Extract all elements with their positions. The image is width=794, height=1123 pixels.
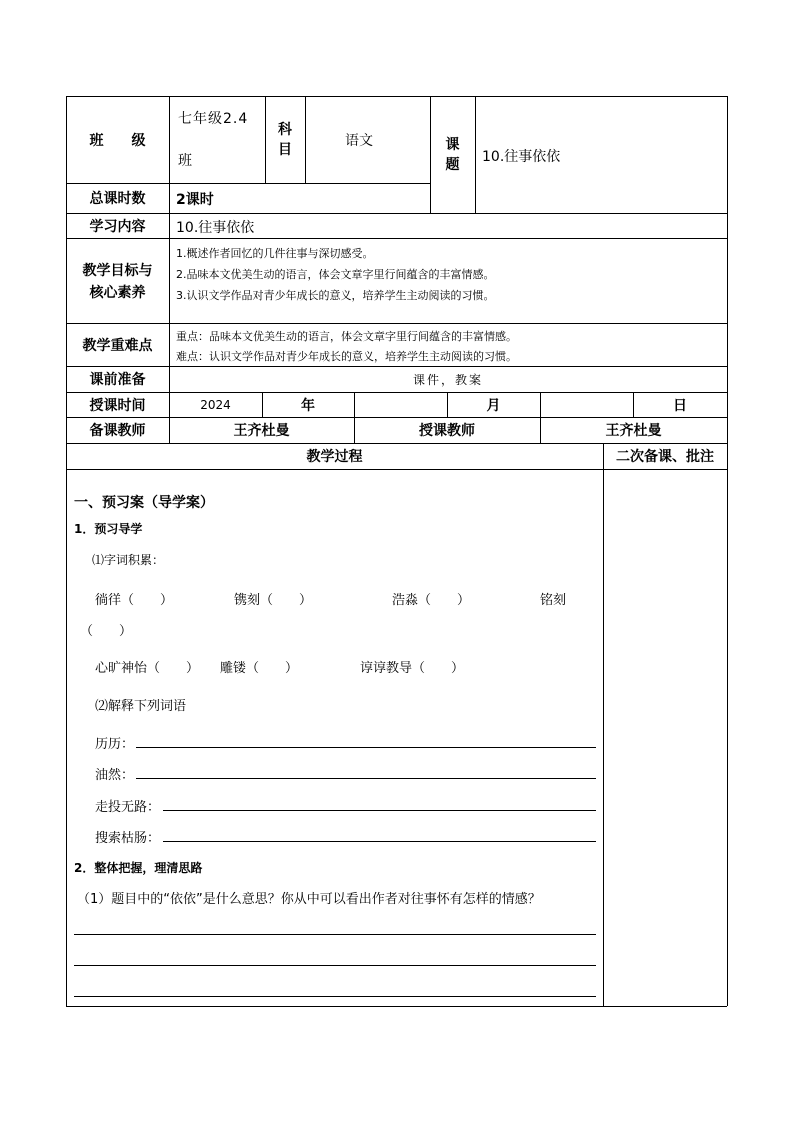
vocab-item: 镌刻（ ） [234,593,313,608]
goals-list [176,243,495,306]
question1: （1）题目中的“依依”是什么意思？你从中可以看出作者对往事怀有怎样的情感？ [77,892,541,907]
content-value: 10.往事依依 [176,220,255,236]
subject-label: 科目 [278,121,292,158]
teach-teacher-label: 授课教师 [419,423,475,439]
goal-item: 3.认识文学作品对青少年成长的意义，培养学生主动阅读的习惯。 [176,289,495,302]
answer-line [74,996,596,997]
prep-teacher-label: 备课教师 [89,423,146,439]
vocab-item: 雕镂（ ） [220,661,299,676]
explain-item: 历历： [95,737,135,752]
goals-label: 教学目标与 核心素养 [82,263,153,301]
total-hours-label: 总课时数 [89,191,146,207]
goal-item: 2.品味本文优美生动的语言，体会文章字里行间蕴含的丰富情感。 [176,268,495,281]
difficulty-points [176,327,517,367]
answer-line [74,934,596,935]
sub1-title: 1．预习导学 [74,522,143,536]
vocab-title: ⑴字词积累： [92,553,165,567]
vocab-item: 铭刻 [540,593,567,608]
subject-value: 语文 [345,133,373,149]
topic-label: 课题 [445,136,460,173]
teach-teacher-value: 王齐杜曼 [605,423,662,439]
total-hours-value: 2课时 [176,192,214,208]
time-year-unit: 年 [301,397,315,414]
time-month-unit: 月 [486,397,501,414]
sub2-title: 2．整体把握，理清思路 [74,861,203,875]
notes-label: 二次备课、批注 [616,449,714,465]
vocab-item: 徜徉（ ） [95,593,174,608]
vocab-item: 心旷神怡（ ） [95,661,200,676]
answer-line [163,810,596,811]
answer-line [74,965,596,966]
prep-teacher-value: 王齐杜曼 [233,423,290,439]
answer-line [136,778,596,779]
content-label: 学习内容 [89,218,146,235]
explain-item: 走投无路： [95,800,161,815]
time-day-unit: 日 [673,397,687,414]
prep-value: 课件，教案 [412,372,483,387]
process-label: 教学过程 [306,449,363,465]
key-point: 重点：品味本文优美生动的语言，体会文章字里行间蕴含的丰富情感。 [176,330,517,343]
explain-item: 油然： [95,768,135,783]
section1-title: 一、预习案（导学案） [74,495,214,511]
difficult-point: 难点：认识文学作品对青少年成长的意义，培养学生主动阅读的习惯。 [176,350,517,363]
vocab-item: 谆谆教导（ ） [360,661,465,676]
time-label: 授课时间 [89,397,146,414]
answer-line [163,841,596,842]
explain-item: 搜索枯肠： [95,831,161,846]
class-value-line2: 班 [178,153,192,169]
prep-label: 课前准备 [89,372,146,388]
difficulty-label: 教学重难点 [82,337,153,354]
answer-line [136,747,596,748]
time-year-value: 2024 [200,397,231,412]
class-value-line1: 七年级2.4 [178,111,249,127]
topic-value: 10.往事依依 [482,149,561,165]
goal-item: 1.概述作者回忆的几件往事与深切感受。 [176,247,374,260]
explain-title: ⑵解释下列词语 [95,699,187,714]
class-label: 班 级 [89,132,146,149]
vocab-item-wrap: （ ） [80,624,133,639]
vocab-item: 浩淼（ ） [392,593,471,608]
